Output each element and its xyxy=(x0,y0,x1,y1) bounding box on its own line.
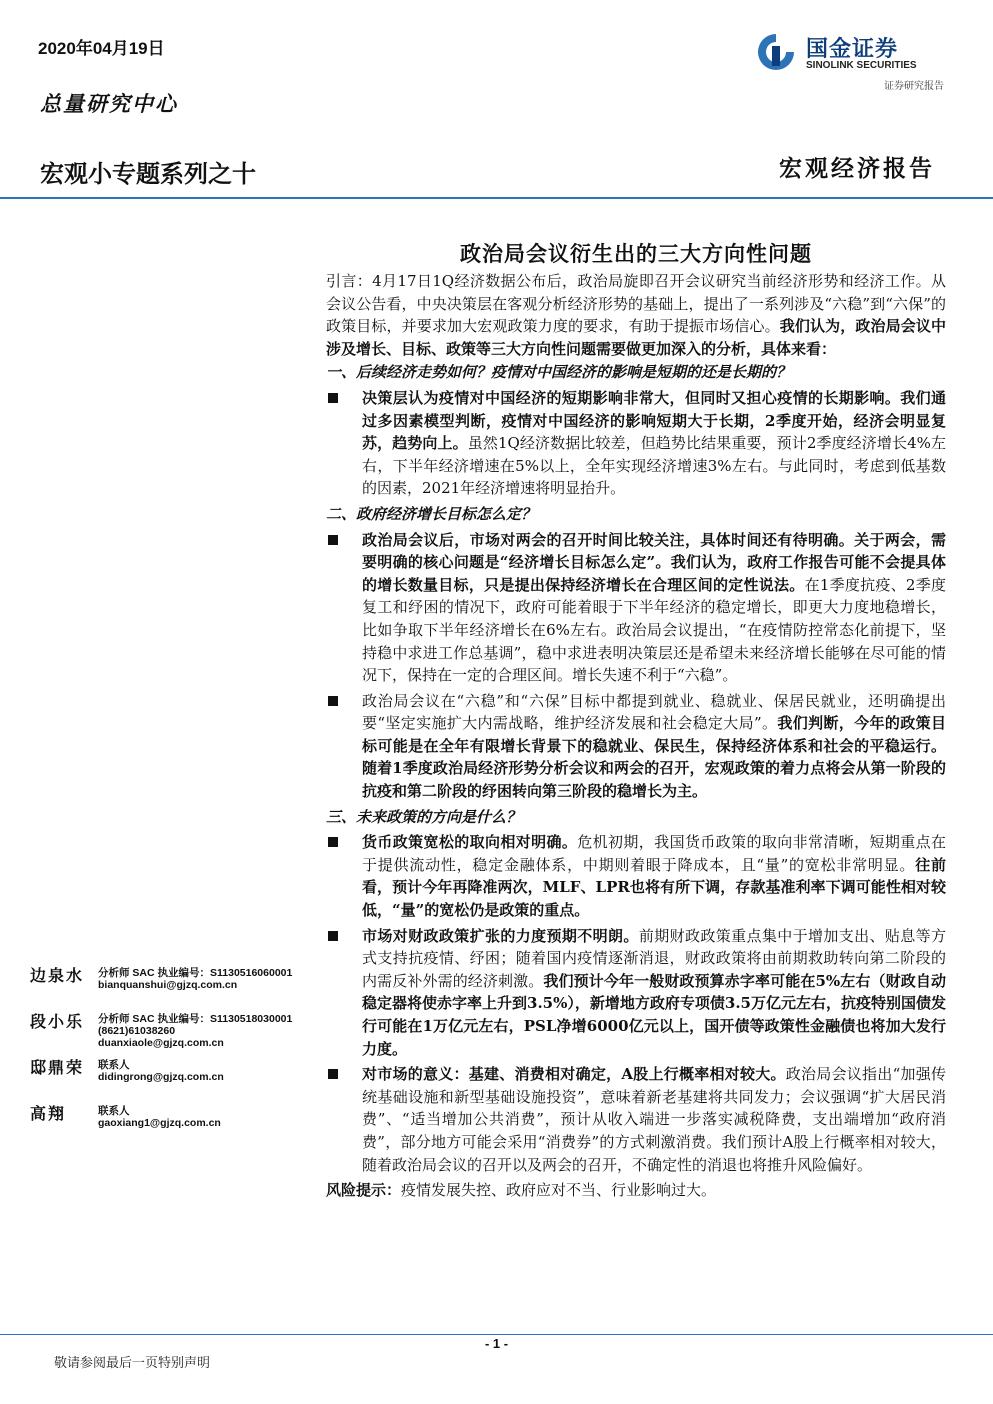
analyst-line: 分析师 SAC 执业编号：S1130516060001 xyxy=(98,967,293,979)
logo-sub-text: 证券研究报告 xyxy=(884,81,944,92)
analyst-entry xyxy=(30,1101,320,1147)
analyst-line: 联系人 xyxy=(98,1059,130,1071)
header-divider xyxy=(0,197,993,199)
intro-text: 引言：4月17日1Q经济数据公布后，政治局旋即召开会议研究当前经济形势和经济工作。从会议公告看，中央决策层在客观分析经济形势的基础上，提出了一系列涉及“六稳”到“六保”的政策目标，并要求加大宏观政策力度的要求，有助于提振市场信心。 xyxy=(326,272,946,336)
series-title: 宏观小专题系列之十 xyxy=(40,161,256,188)
bullet-item xyxy=(326,387,946,500)
bullet-text: 政治局会议指出“加强传统基础设施和新型基础设施投资”，意味着新老基建将共同发力；会议强调“扩大居民消费”、“适当增加公共消费”，预计从收入端进一步落实减税降费，支出端增加“政府消费”，部分地方可能会采用“消费券”的方式刺激消费。我们预计A股上行概率相对较大，随着政治局会议的召开以及两会的召开，不确定性的消退也将推升风险偏好。 xyxy=(362,1065,946,1174)
analyst-name: 边泉水 xyxy=(30,966,85,985)
bullet-bold: 决策层认为疫情对中国经济的短期影响非常大，但同时又担心疫情的长期影响。我们通过多因素模型判断，疫情对中国经济的影响短期大于长期，2季度开始，经济会明显复苏，趋势向上。 xyxy=(362,388,946,453)
square-bullet-icon xyxy=(328,696,338,706)
square-bullet-icon xyxy=(328,931,338,941)
analyst-info xyxy=(98,1105,221,1129)
bullet-item xyxy=(326,925,946,1061)
analyst-line: 分析师 SAC 执业编号：S1130518030001 xyxy=(98,1013,293,1025)
disclaimer-note: 敬请参阅最后一页特别声明 xyxy=(54,1356,211,1371)
analyst-info xyxy=(98,1059,224,1083)
analyst-email[interactable]: duanxiaole@gjzq.com.cn xyxy=(98,1037,224,1049)
square-bullet-icon xyxy=(328,837,338,847)
bullet-bold-2: 往前看，预计今年再降准两次，MLF、LPR也将有所下调，存款基准利率下调可能性相对较低，“量”的宽松仍是政策的重点。 xyxy=(362,855,946,920)
analyst-name: 高翔 xyxy=(30,1104,67,1123)
analyst-entry xyxy=(30,1055,320,1101)
intro-paragraph xyxy=(326,270,946,360)
bullet-item xyxy=(326,831,946,921)
bullet-bold: 对市场的意义：基建、消费相对确定，A股上行概率相对较大。 xyxy=(362,1065,786,1084)
report-type: 宏观经济报告 xyxy=(779,155,935,182)
bullet-text: 危机初期，我国货币政策的取向非常清晰，短期重点在于提供流动性，稳定金融体系，中期则着眼于降成本，且“量”的宽松非常明显。 xyxy=(362,833,946,874)
logo-cn-text: 国金证券 xyxy=(806,36,899,61)
square-bullet-icon xyxy=(328,393,338,403)
article-body xyxy=(326,270,946,1202)
bullet-text: 政治局会议在“六稳”和“六保”目标中都提到就业、稳就业、保居民就业，还明确提出要“坚定实施扩大内需战略，维护经济发展和社会稳定大局”。 xyxy=(362,691,946,733)
report-date: 2020年04月19日 xyxy=(38,39,165,58)
intro-bold: 我们认为，政治局会议中涉及增长、目标、政策等三大方向性问题需要做更加深入的分析，具体来看： xyxy=(326,317,946,358)
logo-en-text: SINOLINK SECURITIES xyxy=(806,60,917,71)
section-heading: 一、后续经济走势如何？疫情对中国经济的影响是短期的还是长期的？ xyxy=(326,363,792,382)
risk-warning xyxy=(326,1179,946,1202)
section-heading: 三、未来政策的方向是什么？ xyxy=(326,807,522,826)
page-number: - 1 - xyxy=(484,1336,509,1351)
bullet-item xyxy=(326,690,946,803)
bullet-text: 前期财政政策重点集中于增加支出、贴息等方式支持抗疫情、纾困；随着国内疫情逐渐消退，财政政策将由前期救助转向第二阶段的内需反补外需的经济刺激。 xyxy=(362,926,946,990)
bullet-bold: 货币政策宽松的取向相对明确。 xyxy=(362,833,578,852)
bullet-text: 在1季度抗疫、2季度复工和纾困的情况下，政府可能着眼于下半年经济的稳定增长，即更大力度地稳增长，比如争取下半年经济增长在6%左右。政治局会议提出，“在疫情防控常态化前提下，坚持稳中求进工作总基调”，稳中求进表明决策层还是希望未来经济增长能够在尽可能的情况下，保持在一定的合理区间。增长失速不利于“六稳”。 xyxy=(362,575,946,685)
bullet-bold: 政治局会议后，市场对两会的召开时间比较关注，具体时间还有待明确。关于两会，需要明确的核心问题是“经济增长目标怎么定”。我们认为，政府工作报告可能不会提具体的增长数量目标，只是提出保持经济增长在合理区间的定性说法。 xyxy=(362,530,946,594)
analyst-info xyxy=(98,1013,292,1049)
analyst-email[interactable]: gaoxiang1@gjzq.com.cn xyxy=(98,1117,221,1129)
analyst-name: 段小乐 xyxy=(30,1012,85,1031)
analyst-phone: (8621)61038260 xyxy=(98,1025,176,1037)
article-title: 政治局会议衍生出的三大方向性问题 xyxy=(460,241,812,266)
analyst-info xyxy=(98,967,292,991)
analyst-list xyxy=(30,963,320,1147)
risk-text: 疫情发展失控、政府应对不当、行业影响过大。 xyxy=(401,1181,717,1200)
footer-divider xyxy=(0,1334,993,1335)
section-heading: 二、政府经济增长目标怎么定？ xyxy=(326,504,537,523)
bullet-text: 虽然1Q经济数据比较差，但趋势比结果重要，预计2季度经济增长4%左右，下半年经济增速在5%以上，全年实现经济增速3%左右。与此同时，考虑到低基数的因素，2021年经济增速将明显抬升。 xyxy=(362,434,946,498)
analyst-name: 邸鼎荣 xyxy=(30,1058,85,1077)
risk-label: 风险提示： xyxy=(326,1181,402,1200)
bullet-item xyxy=(326,1063,946,1176)
analyst-email[interactable]: bianquanshui@gjzq.com.cn xyxy=(98,979,238,991)
analyst-entry xyxy=(30,1009,320,1055)
square-bullet-icon xyxy=(328,1069,338,1079)
bullet-bold: 我们判断，今年的政策目标可能是在全年有限增长背景下的稳就业、保民生，保持经济体系和社会的平稳运行。随着1季度政治局经济形势分析会议和两会的召开，宏观政策的着力点将会从第一阶段的抗疫和第二阶段的纾困转向第三阶段的稳增长为主。 xyxy=(362,714,946,801)
analyst-entry xyxy=(30,963,320,1009)
analyst-email[interactable]: didingrong@gjzq.com.cn xyxy=(98,1071,224,1083)
square-bullet-icon xyxy=(328,535,338,545)
department: 总量研究中心 xyxy=(40,91,178,116)
bullet-bold-2: 我们预计今年一般财政预算赤字率可能在5%左右（财政自动稳定器将使赤字率上升到3.5%），新增地方政府专项债3.5万亿元左右，抗疫特别国债发行可能在1万亿元左右，PSL净增6000亿元以上，国开债等政策性金融债也将加大发行力度。 xyxy=(362,971,946,1058)
analyst-line: 联系人 xyxy=(98,1105,130,1117)
bullet-item xyxy=(326,529,946,687)
company-logo xyxy=(756,30,946,92)
logo-mark-icon xyxy=(756,32,796,72)
bullet-bold: 市场对财政政策扩张的力度预期不明朗。 xyxy=(362,926,639,945)
